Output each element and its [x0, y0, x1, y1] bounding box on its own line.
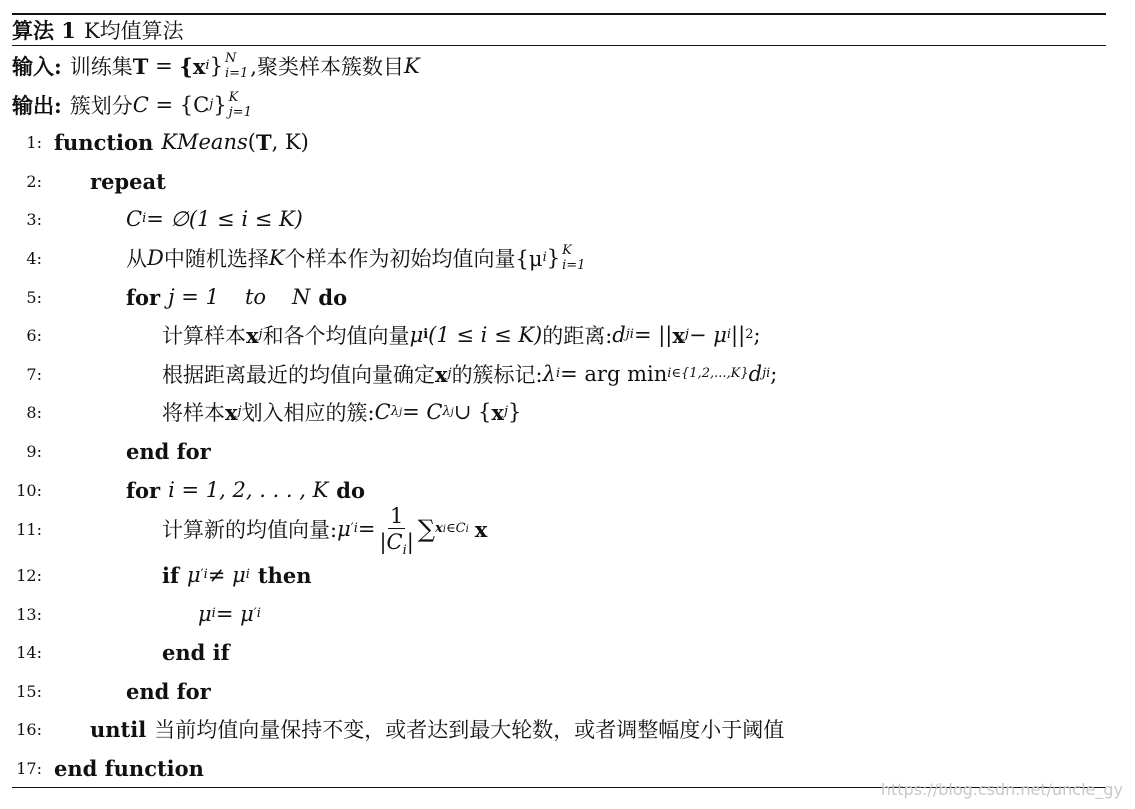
l7-lambda: λ	[542, 362, 556, 386]
watermark: https://blog.csdn.net/uncle_gy	[880, 780, 1123, 799]
l16-text: 当前均值向量保持不变，或者达到最大轮数，或者调整幅度小于阈值	[154, 718, 785, 742]
algorithm-output: 输出: 簇划分 C = {C j } K j=1	[12, 90, 252, 120]
l6-x2: x	[672, 322, 685, 348]
output-set-var: C	[132, 93, 149, 117]
code-line-4: 4: 从 D 中随机选择 K 个样本作为初始均值向量{μ i } K i=1	[12, 239, 1105, 277]
l6-d: d	[612, 323, 626, 347]
keyword-until: until	[90, 716, 147, 742]
algorithm-header	[12, 11, 1105, 49]
l12-neq: ≠ μ	[207, 563, 246, 587]
l11-eq: =	[357, 517, 376, 541]
keyword-function: function	[54, 129, 154, 155]
l10-expr: i = 1, 2, . . . , K	[168, 478, 329, 502]
line-number: 13:	[16, 604, 42, 624]
input-set-body: {x	[179, 53, 206, 79]
algorithm-title: K均值算法	[83, 19, 184, 43]
l7-x: x	[435, 361, 448, 387]
algorithm-input: 输入: 训练集 T = {x i } N i=1 ,聚类样本簇数目 K	[12, 51, 420, 81]
l7-mid: 的簇标记:	[451, 363, 543, 387]
code-line-13: 13: μ i = μ ′ i	[12, 595, 1105, 633]
line-number: 10:	[16, 480, 42, 500]
fraction-den-sub: i	[402, 542, 407, 558]
l8-mid: 划入相应的簇:	[241, 401, 375, 425]
l5-to: to	[244, 285, 267, 309]
code-line-16	[12, 710, 1105, 748]
l4-text: 从	[126, 247, 147, 271]
sum-sub-c-i: i	[465, 523, 469, 535]
l5-expr: j = 1	[168, 285, 219, 309]
l6-text: 计算样本	[162, 324, 246, 348]
code-line-3: 3: C i = ∅(1 ≤ i ≤ K)	[12, 200, 1105, 238]
l6-end: ;	[753, 323, 761, 347]
l11-x: x	[474, 516, 488, 542]
l8-x2: x	[491, 399, 504, 425]
input-limits: N i=1	[224, 51, 249, 81]
l4-mid: 中随机选择	[163, 247, 269, 271]
line-number: 3:	[26, 209, 42, 229]
keyword-do: do	[318, 284, 348, 310]
output-text: 簇划分	[69, 94, 133, 118]
line-number: 4:	[26, 248, 42, 268]
line-number: 1:	[26, 132, 42, 152]
line-number: 12:	[16, 565, 42, 585]
fraction	[379, 503, 414, 558]
l6-x: x	[246, 322, 259, 348]
output-label: 输出:	[12, 93, 62, 118]
fraction-den: |C	[379, 529, 403, 554]
l7-text: 根据距离最近的均值向量确定	[162, 363, 435, 387]
code-line-5	[12, 278, 1105, 316]
l8-x: x	[225, 399, 238, 425]
line-number: 5:	[26, 287, 42, 307]
l6-rest: 的距离:	[542, 324, 613, 348]
l6-minus: − μ	[688, 323, 727, 347]
keyword-do: do	[336, 477, 365, 503]
sum-symbol: ∑	[417, 515, 436, 543]
algorithm-label: 算法 1	[12, 18, 76, 43]
sum-sub-in: ∈C	[445, 520, 466, 536]
code-line-8: 8: 将样本 x j 划入相应的簇: C λj = C λj ∪ { x j }	[12, 393, 1105, 431]
var-c: C	[126, 207, 143, 231]
line-number: 17:	[16, 758, 42, 778]
args-rest: , K)	[271, 130, 309, 154]
l8-c2sub: λ	[442, 403, 451, 419]
code-line-15	[12, 672, 1105, 710]
function-name: KMeans	[161, 130, 248, 154]
keyword-for: for	[126, 284, 161, 310]
input-tail: ,聚类样本簇数目	[250, 55, 404, 79]
l4-d: D	[147, 246, 164, 270]
l8-csub: λ	[390, 403, 399, 419]
l8-text: 将样本	[162, 401, 225, 425]
line-number: 6:	[26, 325, 42, 345]
l8-csubsub: j	[398, 406, 403, 418]
l13-mu: μ	[198, 602, 212, 626]
l11-text: 计算新的均值向量:	[162, 518, 338, 542]
line-number: 16:	[16, 719, 42, 739]
l6-eq: = ||	[633, 323, 673, 347]
input-label: 输入:	[12, 54, 62, 79]
l6-range: (1 ≤ i ≤ K)	[428, 323, 543, 347]
l8-c: C	[374, 400, 391, 424]
line-number: 7:	[26, 364, 42, 384]
l6-mu: μ	[409, 323, 424, 347]
l4-limits: K i=1	[562, 243, 586, 273]
l5-n: N	[292, 285, 311, 309]
l7-d: d	[748, 362, 763, 386]
l7-end: ;	[770, 362, 778, 386]
l8-union: ∪ {	[453, 400, 492, 424]
code-line-1	[12, 123, 1105, 161]
keyword-end-for: end for	[126, 678, 211, 704]
code-line-6: 6: 计算样本 x j 和各个均值向量 μ i (1 ≤ i ≤ K) 的距离: d ji = || x j − μ i || 2 ;	[12, 316, 1105, 354]
keyword-repeat: repeat	[90, 168, 166, 194]
keyword-end-function: end function	[54, 755, 204, 781]
l4-k: K	[268, 246, 285, 270]
output-close: }	[213, 93, 227, 117]
l8-eq: = C	[402, 400, 443, 424]
l11-mu: μ	[337, 517, 351, 541]
keyword-end-if: end if	[162, 639, 230, 665]
code-line-7: 7: 根据距离最近的均值向量确定 x j 的簇标记: λ i = arg min i∈{1,2,...,K} d ji ;	[12, 355, 1105, 393]
l13-eq: = μ	[215, 602, 254, 626]
line-number: 14:	[16, 642, 42, 662]
output-limits: K j=1	[228, 90, 252, 120]
l6-mid: 和各个均值向量	[262, 324, 410, 348]
line-number: 8:	[26, 402, 42, 422]
code-line-9	[12, 432, 1105, 470]
keyword-end-for: end for	[126, 438, 211, 464]
input-close: }	[209, 54, 223, 78]
line-number: 11:	[16, 519, 42, 539]
input-set-var: T	[132, 53, 149, 79]
code-line-14	[12, 633, 1105, 671]
l12-mu: μ	[187, 563, 201, 587]
l6-norm: ||	[731, 323, 746, 347]
sum-sub-x: x	[435, 520, 443, 536]
l8-close: }	[507, 400, 522, 424]
keyword-if: if	[162, 562, 180, 588]
keyword-for: for	[126, 477, 161, 503]
output-set-body: {C	[179, 93, 210, 117]
code-line-2	[12, 162, 1105, 200]
sum-sub-i: i	[442, 523, 446, 535]
code-line-12: 12: if μ ′ i ≠ μ i then	[12, 556, 1105, 594]
line-number: 9:	[26, 441, 42, 461]
l7-eq: = arg min	[560, 362, 668, 386]
keyword-then: then	[257, 562, 312, 588]
arg-t: T	[255, 129, 272, 155]
input-text: 训练集	[69, 55, 133, 79]
l4-rest: 个样本作为初始均值向量{μ	[284, 247, 543, 271]
l8-c2subsub: j	[450, 406, 454, 418]
fraction-den-close: |	[406, 529, 414, 554]
l4-close: }	[546, 246, 561, 270]
input-k: K	[403, 54, 420, 78]
line-number: 2:	[26, 171, 42, 191]
line3-rest: = ∅(1 ≤ i ≤ K)	[146, 207, 303, 231]
fraction-num: 1	[389, 503, 404, 528]
line-number: 15:	[16, 681, 42, 701]
args-open: (	[247, 130, 256, 154]
code-line-11: 11: 计算新的均值向量: μ ′ i = $\frac{1}{|C_i|}$ ∑ xi∈Ci x	[12, 510, 1105, 548]
